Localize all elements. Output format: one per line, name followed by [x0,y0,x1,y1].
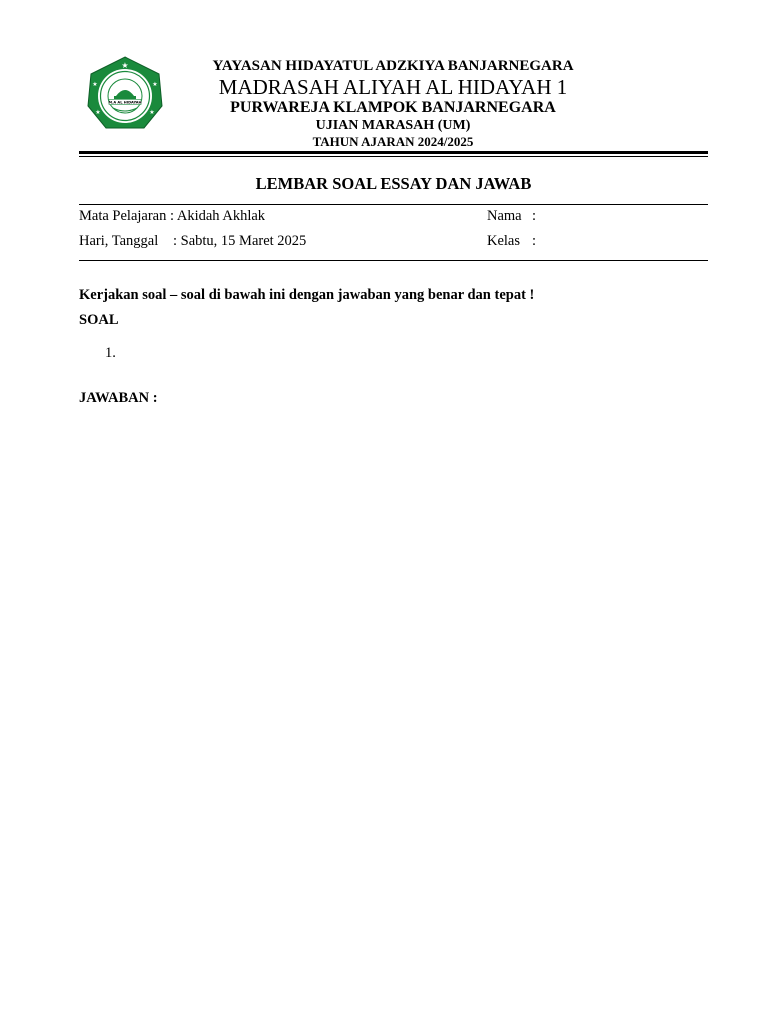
info-top-divider [79,204,708,205]
instruction-text: Kerjakan soal – soal di bawah ini dengan jawaban yang benar dan tepat ! [79,287,535,303]
school-address: PURWAREJA KLAMPOK BANJARNEGARA [230,99,556,116]
svg-text:★: ★ [95,109,101,116]
foundation-name: YAYASAN HIDAYATUL ADZKIYA BANJARNEGARA [212,58,574,74]
class-colon: : [532,233,537,249]
date-field [79,233,307,250]
header-divider-thin [79,156,708,157]
svg-text:★: ★ [121,61,129,70]
school-name: MADRASAH ALIYAH AL HIDAYAH 1 [218,75,568,99]
header-divider-thick [79,151,708,154]
date-label: Hari, Tanggal [79,233,159,249]
subject-field [79,208,265,225]
questions-heading: SOAL [79,312,119,328]
svg-text:★: ★ [152,81,158,88]
exam-name: UJIAN MARASAH (UM) [315,118,471,133]
academic-year: TAHUN AJARAN 2024/2025 [312,134,474,149]
class-field [487,233,537,250]
answers-heading: JAWABAN : [79,390,158,406]
info-bottom-divider [79,260,708,261]
name-field [487,208,537,225]
logo-text: M.A AL HIDAYAH [108,100,142,105]
sheet-title: LEMBAR SOAL ESSAY DAN JAWAB [255,174,532,193]
question-item: 1. [105,345,116,361]
subject-value: Akidah Akhlak [176,208,266,224]
date-value: : Sabtu, 15 Maret 2025 [173,233,307,249]
name-colon: : [532,208,537,224]
subject-label: Mata Pelajaran : [79,208,175,224]
name-label: Nama [487,208,522,224]
class-label: Kelas [487,233,521,249]
svg-text:★: ★ [92,81,98,88]
svg-text:★: ★ [149,109,155,116]
